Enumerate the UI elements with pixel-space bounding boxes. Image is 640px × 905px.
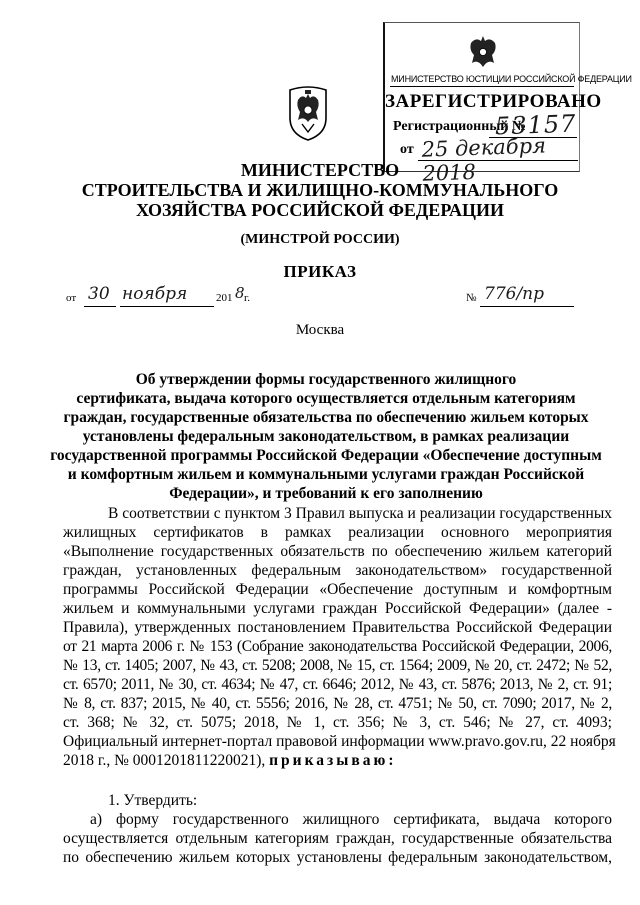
order-date-year-prefix: 201 <box>216 292 233 304</box>
item-1a-line: по обеспечению жильем которых установлены федеральным законодательством, <box>63 849 612 866</box>
ministry-header-line-3: ХОЗЯЙСТВА РОССИЙСКОЙ ФЕДЕРАЦИИ <box>135 200 505 220</box>
body-line: 2018 г., № 0001201811220021), <box>63 752 266 769</box>
body-line: № 8, ст. 837; 2015, № 40, ст. 5556; 2016, № 28, ст. 4751; № 50, ст. 7090; 2017, № 2, <box>63 695 612 712</box>
order-date-prefix: от <box>66 292 77 304</box>
order-date-year-end: г. <box>244 292 251 304</box>
stamp-divider <box>390 86 574 87</box>
body-line: Правила), утвержденных постановлением Правительства Российской Федерации <box>63 619 612 636</box>
ministry-header-line-2: СТРОИТЕЛЬСТВА И ЖИЛИЩНО-КОММУНАЛЬНОГО <box>81 180 559 200</box>
stamp-reg-number-value: 53157 <box>494 109 577 141</box>
body-line: от 21 марта 2006 г. № 153 (Собрание законодательства Российской Федерации, 2006, <box>63 638 612 655</box>
item-1a-line: осуществляется отдельным категориям граждан, государственные обязательства <box>63 830 612 847</box>
coat-of-arms-emblem <box>286 84 330 142</box>
stamp-date-value: 25 декабря 2018 <box>421 133 547 186</box>
order-date-year-suffix: 8 <box>235 284 245 302</box>
order-number-value: 776/пр <box>484 284 545 304</box>
stamp-ministry-name: МИНИСТЕРСТВО ЮСТИЦИИ РОССИЙСКОЙ ФЕДЕРАЦИИ <box>391 74 632 84</box>
title-line: граждан, государственные обязательства по обеспечению жильем которых <box>63 409 589 426</box>
order-date-day-underline <box>84 306 116 307</box>
body-line: программы Российской Федерации «Обеспечение доступным и комфортным <box>63 581 612 598</box>
order-number-prefix: № <box>466 292 477 304</box>
document-type: ПРИКАЗ <box>283 262 357 281</box>
order-date-month: ноября <box>122 284 188 304</box>
body-line: В соответствии с пунктом 3 Правил выпуска и реализации государственных <box>108 505 612 522</box>
body-line: граждан, установленных федеральным законодательством» государственной <box>63 562 612 579</box>
item-1-heading: 1. Утвердить: <box>108 792 198 809</box>
stamp-coat-of-arms-icon <box>466 33 500 71</box>
title-line: сертификата, выдача которого осуществляется отдельным категориям <box>76 390 576 407</box>
body-last-line <box>63 752 397 770</box>
title-line: и комфортным жильем и коммунальными услугами граждан Российской <box>67 466 585 483</box>
title-line: государственной программы Российской Федерации «Обеспечение доступным <box>50 447 602 464</box>
order-date-day: 30 <box>88 284 110 304</box>
body-line: жильем и коммунальными услугами граждан Российской Федерации» (далее - <box>63 600 612 617</box>
body-line: ст. 368; № 32, ст. 5075; 2018, № 1, ст. 356; № 3, ст. 546; № 27, ст. 4093; <box>63 714 612 731</box>
body-line: ст. 6570; 2011, № 30, ст. 4634; № 47, ст. 6646; 2012, № 43, ст. 5876; 2013, № 2, ст. 91; <box>63 676 612 693</box>
order-number-underline <box>480 306 574 307</box>
stamp-registered-label: ЗАРЕГИСТРИРОВАНО <box>385 91 602 112</box>
order-date-month-underline <box>120 306 214 307</box>
ministry-abbreviation: (МИНСТРОЙ РОССИИ) <box>240 232 400 247</box>
orders-word: приказываю: <box>269 752 397 769</box>
body-line: № 13, ст. 1405; 2007, № 43, ст. 5208; 2008, № 15, ст. 1564; 2009, № 20, ст. 2472; № 52, <box>63 657 612 674</box>
stamp-reg-number-label: Регистрационный № <box>393 119 526 134</box>
body-line: Официальный интернет-портал правовой информации www.pravo.gov.ru, 22 ноября <box>63 733 616 750</box>
registration-stamp <box>383 22 632 186</box>
title-line: Об утверждении формы государственного жилищного <box>135 371 517 388</box>
ministry-header-line-1: МИНИСТЕРСТВО <box>240 160 400 180</box>
item-1a-line: а) форму государственного жилищного сертификата, выдача которого <box>90 811 612 828</box>
order-number <box>466 284 586 310</box>
order-date <box>66 284 266 310</box>
body-line: «Выполнение государственных обязательств по обеспечению жильем категорий <box>63 543 612 560</box>
body-line: жилищных сертификатов в рамках реализации основного мероприятия <box>63 524 612 541</box>
stamp-date-label: от <box>400 142 414 157</box>
title-line: установлены федеральным законодательством, в рамках реализации <box>82 428 570 445</box>
city: Москва <box>295 322 345 338</box>
title-line: Федерации», и требований к его заполнению <box>169 485 483 502</box>
